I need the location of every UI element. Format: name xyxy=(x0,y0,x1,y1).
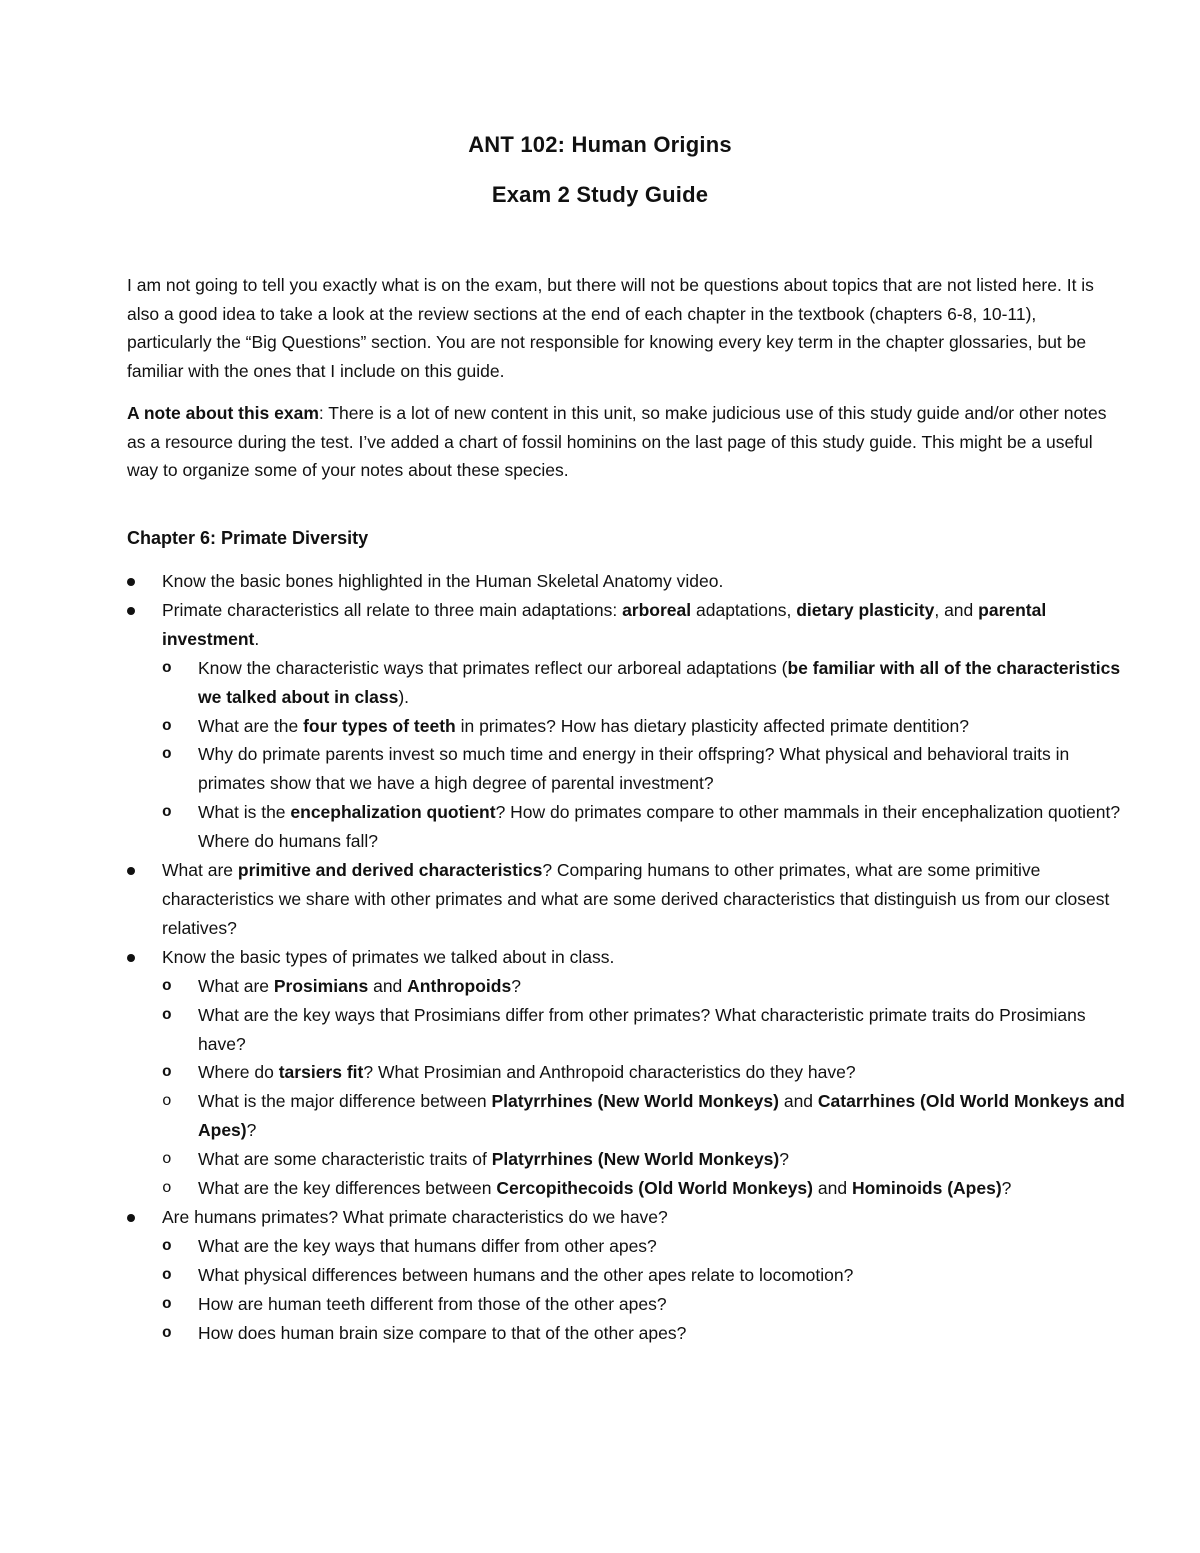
item-text: and xyxy=(813,1178,852,1199)
item-text: ). xyxy=(398,686,410,707)
course-title: ANT 102: Human Origins xyxy=(468,132,732,157)
bullet-icon xyxy=(127,1214,135,1222)
key-term: be familiar with all of the characteristics we talked about in class xyxy=(198,657,1121,707)
item-text: What are xyxy=(198,975,274,996)
guide-title: Exam 2 Study Guide xyxy=(491,182,709,207)
exam-note-lead: A note about this exam xyxy=(127,403,319,423)
item-text: What are xyxy=(162,860,238,881)
key-term: arboreal xyxy=(622,599,692,620)
sub-list-item xyxy=(162,1058,1127,1087)
sub-list-item xyxy=(162,798,1127,856)
key-term: Anthropoids xyxy=(407,975,512,996)
item-text: What are the key differences between xyxy=(198,1178,497,1199)
exam-note-sep: : xyxy=(318,403,324,423)
key-term: Platyrrhines (New World Monkeys) xyxy=(491,1149,780,1170)
chapter-6-heading: Chapter 6: Primate Diversity xyxy=(127,528,369,548)
sub-bullet-icon: o xyxy=(162,803,172,822)
item-text: ? xyxy=(246,1120,257,1141)
item-text: What is the xyxy=(198,802,291,823)
sub-bullet-icon: o xyxy=(162,658,172,677)
key-term: tarsiers fit xyxy=(278,1062,364,1083)
item-text: How are human teeth different from those of the other apes? xyxy=(198,1293,667,1314)
item-text: Primate characteristics all relate to three main adaptations: xyxy=(162,599,623,620)
key-term: Prosimians xyxy=(273,975,369,996)
item-text: ? What Prosimian and Anthropoid characteristics do they have? xyxy=(363,1062,856,1083)
item-text: adaptations, xyxy=(691,599,797,620)
bullet-icon xyxy=(127,607,135,615)
item-text: What physical differences between humans and the other apes relate to locomotion? xyxy=(198,1264,854,1285)
sub-bullet-icon: o xyxy=(162,1092,172,1111)
key-term: primitive and derived characteristics xyxy=(237,860,543,881)
sub-list-item xyxy=(162,972,1127,1001)
item-text: How does human brain size compare to that of the other apes? xyxy=(198,1322,687,1343)
list-item xyxy=(127,856,1127,943)
sub-bullet-icon: o xyxy=(162,1063,172,1082)
list-item xyxy=(127,1203,1127,1348)
sub-bullet-icon: o xyxy=(162,1005,172,1024)
sub-bullet-icon: o xyxy=(162,1179,172,1198)
bullet-icon xyxy=(127,578,135,586)
key-term: Cercopithecoids (Old World Monkeys) xyxy=(496,1178,813,1199)
bullet-icon xyxy=(127,867,135,875)
sub-list-item xyxy=(162,1145,1127,1174)
chapter-6-outline xyxy=(127,567,1127,1347)
sub-list-item xyxy=(162,1174,1127,1203)
item-text: in primates? How has dietary plasticity affected primate dentition? xyxy=(455,715,969,736)
sub-list-item xyxy=(162,1087,1127,1145)
sub-list xyxy=(162,972,1127,1203)
bullet-icon xyxy=(127,954,135,962)
key-term: four types of teeth xyxy=(303,715,456,736)
key-term: Platyrrhines (New World Monkeys) xyxy=(491,1091,779,1112)
item-text: ? Comparing humans to other primates, what are some primitive characteristics we share with other primates and what are some derived characteristics that distinguish us from our closest relatives? xyxy=(162,860,1110,938)
sub-list-item xyxy=(162,1232,1127,1261)
item-text: What are the xyxy=(198,715,304,736)
sub-list-item xyxy=(162,712,1127,741)
item-text: Why do primate parents invest so much time and energy in their offspring? What physical and behavioral traits in primates show that we have a high degree of parental investment? xyxy=(198,744,1070,794)
item-text: Know the basic types of primates we talked about in class. xyxy=(162,946,615,967)
item-text: ? xyxy=(511,975,521,996)
key-term: dietary plasticity xyxy=(796,599,935,620)
key-term: encephalization quotient xyxy=(290,802,496,823)
sub-bullet-icon: o xyxy=(162,1150,172,1169)
sub-list-item xyxy=(162,1319,1127,1348)
exam-note-text: There is a lot of new content in this unit, so make judicious use of this study guide and/or other notes as a resource during the test. I’ve added a chart of fossil hominins on the last page of this study guide. This might be a useful way to organize some of your notes about these species. xyxy=(127,403,1107,481)
sub-list-item xyxy=(162,1261,1127,1290)
sub-bullet-icon: o xyxy=(162,1323,172,1342)
item-text: . xyxy=(254,628,260,649)
sub-list-item xyxy=(162,654,1127,712)
sub-list xyxy=(162,654,1127,856)
item-text: Know the basic bones highlighted in the Human Skeletal Anatomy video. xyxy=(162,571,724,591)
sub-bullet-icon: o xyxy=(162,1236,172,1255)
exam-note-paragraph xyxy=(127,399,1107,485)
list-item xyxy=(127,596,1127,856)
key-term: parental investment xyxy=(162,599,1047,649)
item-text: and xyxy=(368,975,408,996)
key-term: Catarrhines (Old World Monkeys and Apes) xyxy=(198,1091,1125,1141)
item-text: ? How do primates compare to other mammals in their encephalization quotient? Where do humans fall? xyxy=(198,802,1121,852)
sub-list xyxy=(162,1232,1127,1348)
sub-list-item xyxy=(162,1290,1127,1319)
sub-list-item xyxy=(162,740,1127,798)
item-text: ? xyxy=(779,1149,789,1170)
sub-bullet-icon: o xyxy=(162,716,172,735)
item-text: What are the key ways that humans differ from other apes? xyxy=(198,1235,657,1256)
sub-list-item xyxy=(162,1001,1127,1059)
item-text: What are some characteristic traits of xyxy=(198,1149,492,1170)
item-text: Where do xyxy=(198,1062,279,1083)
item-text: ? xyxy=(1001,1178,1012,1199)
list-item xyxy=(127,567,1127,596)
sub-bullet-icon: o xyxy=(162,1265,172,1284)
key-term: Hominoids (Apes) xyxy=(851,1178,1002,1199)
list-item xyxy=(127,943,1127,1203)
item-text: What are the key ways that Prosimians differ from other primates? What characteristic primate traits do Prosimians have? xyxy=(198,1004,1086,1054)
item-text: What is the major difference between xyxy=(198,1091,492,1112)
intro-paragraph: I am not going to tell you exactly what is on the exam, but there will not be questions about topics that are not listed here. It is also a good idea to take a look at the review sections at the end of each chapter in the textbook (chapters 6-8, 10-11), particularly the “Big Questions” section. You are not responsible for knowing every key term in the chapter glossaries, but be familiar with the ones that I include on this guide. xyxy=(127,275,1094,382)
item-text: Are humans primates? What primate characteristics do we have? xyxy=(162,1206,668,1227)
sub-bullet-icon: o xyxy=(162,745,172,764)
item-text: and xyxy=(778,1091,818,1112)
item-text: , and xyxy=(934,599,979,620)
sub-bullet-icon: o xyxy=(162,1294,172,1313)
sub-bullet-icon: o xyxy=(162,976,172,995)
item-text: Know the characteristic ways that primates reflect our arboreal adaptations ( xyxy=(198,657,788,678)
